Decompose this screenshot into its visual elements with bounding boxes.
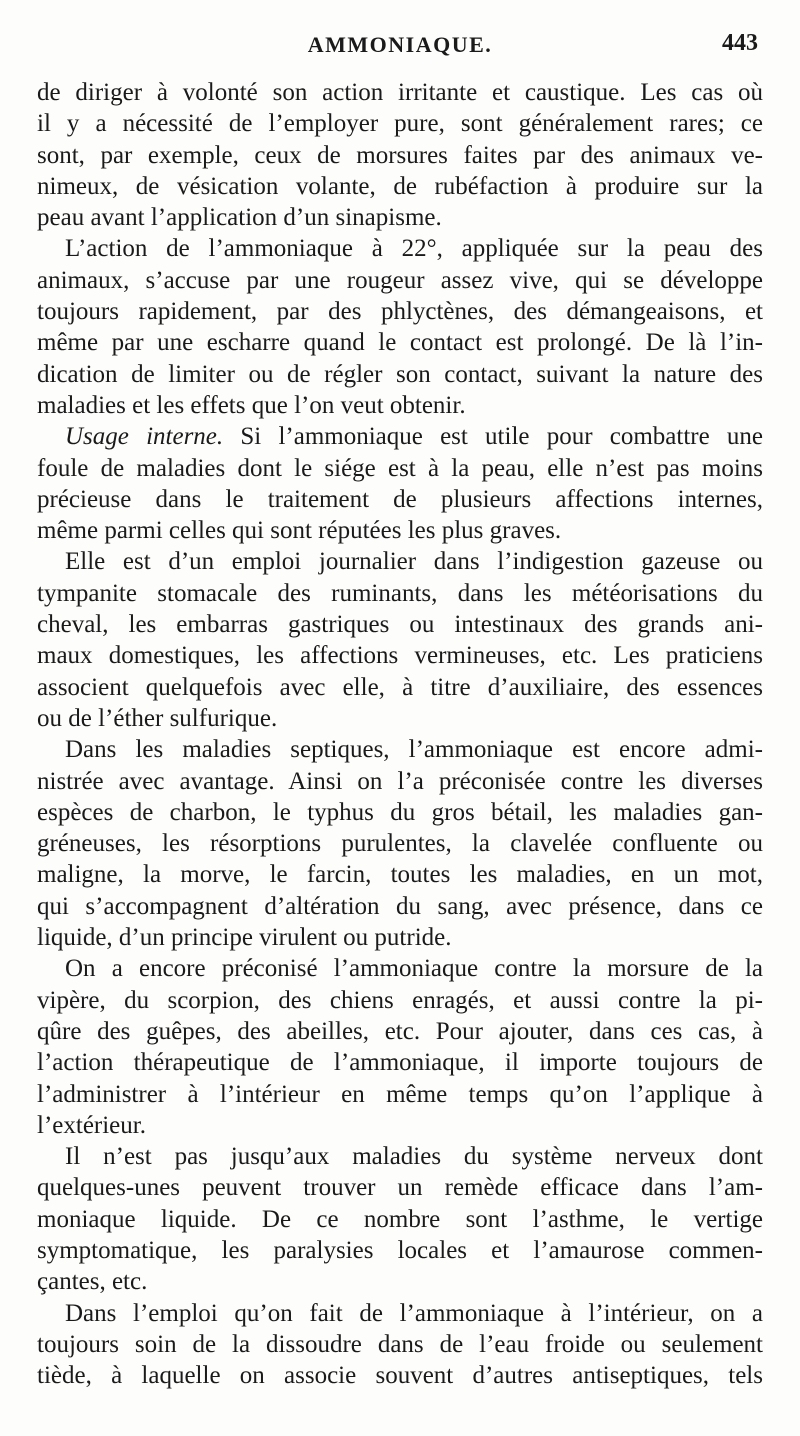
line-text: gréneuses, les résorptions purulentes, la clavelée confluente ou bbox=[37, 830, 763, 858]
line-text: ou de l’éther sulfurique. bbox=[37, 704, 278, 732]
line-text: l’extérieur. bbox=[37, 1111, 146, 1139]
text-line bbox=[37, 734, 763, 765]
text-line bbox=[37, 985, 763, 1016]
line-text: toujours rapidement, par des phlyctènes, des démangeaisons, et bbox=[37, 298, 763, 326]
line-text: tympanite stomacale des ruminants, dans les météorisations du bbox=[37, 579, 763, 607]
text-line bbox=[37, 171, 763, 202]
text-line bbox=[37, 421, 763, 452]
text-line bbox=[37, 202, 763, 233]
line-text: cheval, les embarras gastriques ou intestinaux des grands ani- bbox=[37, 611, 763, 639]
line-text: précieuse dans le traitement de plusieurs affections internes, bbox=[37, 485, 763, 513]
line-text: associent quelquefois avec elle, à titre d’auxiliaire, des essences bbox=[37, 673, 763, 701]
text-line bbox=[37, 578, 763, 609]
line-text: qui s’accompagnent d’altération du sang, avec présence, dans ce bbox=[37, 892, 763, 920]
text-line bbox=[37, 766, 763, 797]
line-text: quelques-unes peuvent trouver un remède efficace dans l’am- bbox=[37, 1174, 763, 1202]
line-text: dication de limiter ou de régler son contact, suivant la nature des bbox=[37, 360, 763, 388]
text-line bbox=[37, 953, 763, 984]
line-text: de diriger à volonté son action irritante et caustique. Les cas où bbox=[37, 79, 763, 106]
line-text: vipère, du scorpion, des chiens enragés, et aussi contre la pi- bbox=[37, 986, 763, 1014]
line-text: qûre des guêpes, des abeilles, etc. Pour ajouter, dans ces cas, à bbox=[37, 1017, 763, 1045]
text-line bbox=[37, 108, 763, 139]
line-text: tiède, à laquelle on associe souvent d’autres antiseptiques, tels bbox=[37, 1362, 763, 1390]
paragraph bbox=[37, 233, 763, 421]
paragraph bbox=[37, 421, 763, 546]
text-line bbox=[37, 828, 763, 859]
paragraph bbox=[37, 77, 763, 233]
italic-lead: Usage interne. bbox=[65, 423, 224, 451]
text-line bbox=[37, 859, 763, 890]
text-line bbox=[37, 1016, 763, 1047]
line-text: toujours soin de la dissoudre dans de l’eau froide ou seulement bbox=[37, 1330, 763, 1358]
paragraph bbox=[37, 734, 763, 953]
line-text: il y a nécessité de l’employer pure, sont généralement rares; ce bbox=[37, 110, 763, 138]
text-line bbox=[37, 546, 763, 577]
paragraph bbox=[37, 546, 763, 734]
line-text: Elle est d’un emploi journalier dans l’indigestion gazeuse ou bbox=[65, 548, 763, 576]
paragraph bbox=[37, 1141, 763, 1297]
line-text: même parmi celles qui sont réputées les plus graves. bbox=[37, 517, 562, 545]
text-line bbox=[37, 922, 763, 953]
text-line bbox=[37, 609, 763, 640]
line-text: Dans l’emploi qu’on fait de l’ammoniaque à l’intérieur, on a bbox=[65, 1299, 763, 1327]
running-title: AMMONIAQUE. bbox=[307, 32, 493, 57]
line-text: moniaque liquide. De ce nombre sont l’asthme, le vertige bbox=[37, 1205, 763, 1233]
body-text bbox=[37, 77, 763, 1391]
text-line bbox=[37, 640, 763, 671]
text-line bbox=[37, 797, 763, 828]
line-text: L’action de l’ammoniaque à 22°, appliquée sur la peau des bbox=[65, 235, 763, 263]
text-line bbox=[37, 327, 763, 358]
text-line bbox=[37, 140, 763, 171]
text-line bbox=[37, 703, 763, 734]
line-text: l’administrer à l’intérieur en même temps qu’on l’applique à bbox=[37, 1080, 763, 1108]
text-line bbox=[37, 1141, 763, 1172]
text-line bbox=[37, 233, 763, 264]
line-text: nistrée avec avantage. Ainsi on l’a préconisée contre les diverses bbox=[37, 767, 763, 795]
line-text: maligne, la morve, le farcin, toutes les maladies, en un mot, bbox=[37, 861, 763, 889]
line-text: Dans les maladies septiques, l’ammoniaque est encore admi- bbox=[65, 736, 763, 764]
text-line bbox=[37, 484, 763, 515]
text-line bbox=[37, 1172, 763, 1203]
line-text: On a encore préconisé l’ammoniaque contre la morsure de la bbox=[65, 955, 763, 983]
line-text: espèces de charbon, le typhus du gros bétail, les maladies gan- bbox=[37, 798, 763, 826]
text-line bbox=[37, 1235, 763, 1266]
page-number: 443 bbox=[722, 30, 758, 56]
text-line bbox=[37, 1110, 763, 1141]
paragraph bbox=[37, 1298, 763, 1392]
line-text: symptomatique, les paralysies locales et l’amaurose commen- bbox=[37, 1236, 763, 1264]
line-text: Si l’ammoniaque est utile pour combattre une bbox=[223, 423, 763, 451]
text-line bbox=[37, 1360, 763, 1391]
line-text: maladies et les effets que l’on veut obtenir. bbox=[37, 391, 466, 419]
line-text: animaux, s’accuse par une rougeur assez vive, qui se développe bbox=[37, 266, 763, 294]
text-line bbox=[37, 1329, 763, 1360]
paragraph bbox=[37, 953, 763, 1141]
line-text: foule de maladies dont le siége est à la peau, elle n’est pas moins bbox=[37, 454, 763, 482]
text-line bbox=[37, 453, 763, 484]
text-line bbox=[37, 1266, 763, 1297]
text-line bbox=[37, 1298, 763, 1329]
text-line bbox=[37, 891, 763, 922]
line-text: çantes, etc. bbox=[37, 1268, 148, 1296]
text-line bbox=[37, 77, 763, 108]
line-text: nimeux, de vésication volante, de rubéfaction à produire sur la bbox=[37, 172, 763, 200]
text-line bbox=[37, 672, 763, 703]
running-head bbox=[40, 30, 760, 62]
text-line bbox=[37, 296, 763, 327]
line-text: Il n’est pas jusqu’aux maladies du système nerveux dont bbox=[65, 1143, 763, 1171]
text-line bbox=[37, 1047, 763, 1078]
line-text: maux domestiques, les affections vermineuses, etc. Les praticiens bbox=[37, 642, 763, 670]
text-line bbox=[37, 1204, 763, 1235]
line-text: l’action thérapeutique de l’ammoniaque, il importe toujours de bbox=[37, 1049, 763, 1077]
line-text: liquide, d’un principe virulent ou putride. bbox=[37, 924, 452, 952]
text-line bbox=[37, 265, 763, 296]
line-text: sont, par exemple, ceux de morsures faites par des animaux ve- bbox=[37, 141, 763, 169]
text-line bbox=[37, 390, 763, 421]
text-line bbox=[37, 359, 763, 390]
text-line bbox=[37, 515, 763, 546]
line-text: même par une escharre quand le contact est prolongé. De là l’in- bbox=[37, 329, 763, 357]
text-line bbox=[37, 1079, 763, 1110]
line-text: peau avant l’application d’un sinapisme. bbox=[37, 204, 442, 232]
